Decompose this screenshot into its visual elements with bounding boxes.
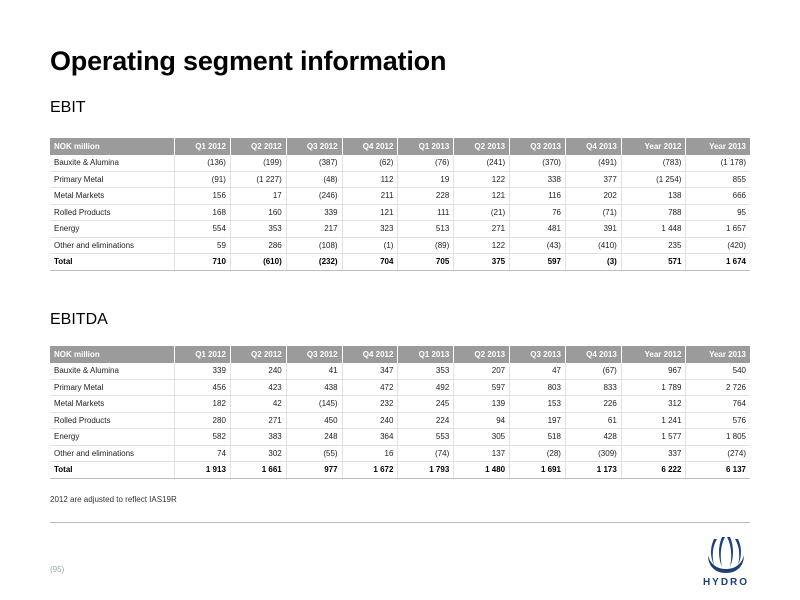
ebitda-cell-value: 302 (230, 445, 286, 462)
ebitda-cell-value: 153 (510, 396, 566, 413)
ebit-cell-value: (1 178) (686, 155, 750, 171)
ebitda-column-header: Q1 2013 (398, 346, 454, 363)
ebitda-cell-value: 383 (230, 429, 286, 446)
ebitda-cell-value: 94 (454, 412, 510, 429)
ebit-total-value: (3) (565, 254, 621, 271)
ebit-cell-value: 554 (175, 221, 231, 238)
ebit-cell-value: 202 (565, 188, 621, 205)
ebitda-cell-value: 61 (565, 412, 621, 429)
ebit-column-header: Q4 2013 (565, 138, 621, 155)
ebitda-cell-value: 553 (398, 429, 454, 446)
ebit-table-row (50, 155, 750, 171)
ebit-table-row (50, 204, 750, 221)
ebitda-cell-value: 450 (286, 412, 342, 429)
ebit-cell-value: 788 (621, 204, 686, 221)
ebitda-cell-value: 353 (398, 363, 454, 379)
ebit-column-header: Year 2012 (621, 138, 686, 155)
ebit-table-row (50, 171, 750, 188)
ebitda-cell-value: 240 (342, 412, 398, 429)
ebitda-total-value: 6 222 (621, 462, 686, 479)
ebitda-cell-value: 967 (621, 363, 686, 379)
ebitda-section-label: EBITDA (50, 311, 108, 328)
page-number: (95) (50, 565, 65, 574)
ebit-cell-value: 138 (621, 188, 686, 205)
ebitda-cell-value: (67) (565, 363, 621, 379)
ebitda-cell-value: 248 (286, 429, 342, 446)
ebitda-total-value: 1 691 (510, 462, 566, 479)
ebitda-total-row (50, 462, 750, 479)
ebit-cell-value: 513 (398, 221, 454, 238)
ebit-cell-value: (108) (286, 237, 342, 254)
ebit-cell-value: 666 (686, 188, 750, 205)
hydro-logo-text: HYDRO (702, 577, 750, 588)
ebit-cell-value: (21) (454, 204, 510, 221)
ebit-cell-value: (370) (510, 155, 566, 171)
ebitda-cell-value: 312 (621, 396, 686, 413)
ebit-cell-value: 95 (686, 204, 750, 221)
ebit-cell-value: 112 (342, 171, 398, 188)
ebit-column-header: Q2 2013 (454, 138, 510, 155)
ebit-column-header: Q1 2012 (175, 138, 231, 155)
ebitda-cell-value: 232 (342, 396, 398, 413)
ebitda-cell-value: 1 789 (621, 379, 686, 396)
ebitda-cell-value: 197 (510, 412, 566, 429)
ebitda-cell-value: 226 (565, 396, 621, 413)
ebitda-column-header: Year 2012 (621, 346, 686, 363)
ebitda-cell-value: 280 (175, 412, 231, 429)
ebit-cell-value: 122 (454, 171, 510, 188)
ebit-cell-value: 391 (565, 221, 621, 238)
ebit-table-row (50, 188, 750, 205)
ebit-column-header: NOK million (50, 138, 175, 155)
ebit-cell-value: 160 (230, 204, 286, 221)
ebit-cell-value: (48) (286, 171, 342, 188)
ebit-row-label: Rolled Products (50, 204, 175, 221)
ebitda-cell-value: 597 (454, 379, 510, 396)
ebit-row-label: Other and eliminations (50, 237, 175, 254)
ebitda-total-value: 6 137 (686, 462, 750, 479)
ebit-cell-value: (71) (565, 204, 621, 221)
ebitda-cell-value: 764 (686, 396, 750, 413)
ebit-cell-value: 168 (175, 204, 231, 221)
ebit-total-value: (232) (286, 254, 342, 271)
ebit-row-label: Primary Metal (50, 171, 175, 188)
ebit-row-label: Energy (50, 221, 175, 238)
ebit-total-label: Total (50, 254, 175, 271)
ebit-table (50, 138, 750, 271)
ebitda-cell-value: (309) (565, 445, 621, 462)
ebit-cell-value: (91) (175, 171, 231, 188)
ebit-cell-value: (491) (565, 155, 621, 171)
ebitda-cell-value: 337 (621, 445, 686, 462)
ebit-total-value: 710 (175, 254, 231, 271)
ebit-cell-value: 271 (454, 221, 510, 238)
ebit-cell-value: 481 (510, 221, 566, 238)
ebitda-cell-value: 364 (342, 429, 398, 446)
ebit-row-label: Metal Markets (50, 188, 175, 205)
ebit-table-row (50, 237, 750, 254)
ebitda-column-header: Q3 2013 (510, 346, 566, 363)
ebitda-cell-value: 2 726 (686, 379, 750, 396)
ebit-column-header: Q3 2013 (510, 138, 566, 155)
ebit-total-value: 705 (398, 254, 454, 271)
ebit-cell-value: (387) (286, 155, 342, 171)
ebitda-column-header: NOK million (50, 346, 175, 363)
ebit-cell-value: 121 (454, 188, 510, 205)
ebit-cell-value: (43) (510, 237, 566, 254)
page-title: Operating segment information (50, 46, 447, 76)
ebitda-row-label: Metal Markets (50, 396, 175, 413)
ebitda-cell-value: 582 (175, 429, 231, 446)
ebitda-total-value: 1 480 (454, 462, 510, 479)
ebit-cell-value: (89) (398, 237, 454, 254)
ebitda-cell-value: (55) (286, 445, 342, 462)
ebit-total-value: 1 674 (686, 254, 750, 271)
ebitda-cell-value: 207 (454, 363, 510, 379)
ebit-cell-value: 323 (342, 221, 398, 238)
ebit-total-value: 375 (454, 254, 510, 271)
ebit-cell-value: 1 448 (621, 221, 686, 238)
ebitda-total-value: 1 661 (230, 462, 286, 479)
ebit-total-value: 597 (510, 254, 566, 271)
ebit-cell-value: (1 254) (621, 171, 686, 188)
ebitda-cell-value: 423 (230, 379, 286, 396)
ebitda-column-header: Q4 2013 (565, 346, 621, 363)
ebit-cell-value: 286 (230, 237, 286, 254)
ebit-cell-value: 1 657 (686, 221, 750, 238)
ebitda-cell-value: 472 (342, 379, 398, 396)
ebit-column-header: Q1 2013 (398, 138, 454, 155)
ebit-cell-value: (76) (398, 155, 454, 171)
ebit-cell-value: 855 (686, 171, 750, 188)
ebitda-row-label: Primary Metal (50, 379, 175, 396)
ebitda-column-header: Year 2013 (686, 346, 750, 363)
ebit-total-row (50, 254, 750, 271)
ebitda-total-value: 1 672 (342, 462, 398, 479)
ebit-cell-value: (199) (230, 155, 286, 171)
ebit-cell-value: (136) (175, 155, 231, 171)
ebitda-cell-value: 16 (342, 445, 398, 462)
ebit-cell-value: 235 (621, 237, 686, 254)
ebit-cell-value: 116 (510, 188, 566, 205)
ebitda-cell-value: 428 (565, 429, 621, 446)
ebitda-table-row (50, 429, 750, 446)
ebit-total-value: 704 (342, 254, 398, 271)
ebit-cell-value: 217 (286, 221, 342, 238)
ebit-header-row (50, 138, 750, 155)
ebit-cell-value: (1) (342, 237, 398, 254)
ebitda-cell-value: (28) (510, 445, 566, 462)
ebitda-cell-value: 139 (454, 396, 510, 413)
ebitda-cell-value: 137 (454, 445, 510, 462)
ebit-cell-value: (420) (686, 237, 750, 254)
footer-divider (50, 522, 750, 523)
ebitda-cell-value: 224 (398, 412, 454, 429)
ebitda-cell-value: 305 (454, 429, 510, 446)
ebitda-total-value: 1 913 (175, 462, 231, 479)
ebitda-column-header: Q4 2012 (342, 346, 398, 363)
ebit-cell-value: 76 (510, 204, 566, 221)
ebit-cell-value: 211 (342, 188, 398, 205)
ebitda-table-row (50, 412, 750, 429)
ebitda-cell-value: 1 805 (686, 429, 750, 446)
ebit-table-row (50, 221, 750, 238)
ebitda-column-header: Q2 2013 (454, 346, 510, 363)
ebitda-cell-value: 245 (398, 396, 454, 413)
ebitda-total-label: Total (50, 462, 175, 479)
ebit-cell-value: 339 (286, 204, 342, 221)
ebitda-cell-value: (274) (686, 445, 750, 462)
ebit-cell-value: 121 (342, 204, 398, 221)
ebitda-cell-value: 1 241 (621, 412, 686, 429)
ebitda-table-row (50, 379, 750, 396)
ebit-cell-value: 59 (175, 237, 231, 254)
ebit-cell-value: (783) (621, 155, 686, 171)
ebit-column-header: Q3 2012 (286, 138, 342, 155)
ebit-cell-value: (410) (565, 237, 621, 254)
ebitda-table-row (50, 445, 750, 462)
ebitda-column-header: Q1 2012 (175, 346, 231, 363)
ebit-column-header: Q2 2012 (230, 138, 286, 155)
ebitda-cell-value: 240 (230, 363, 286, 379)
ebitda-cell-value: 42 (230, 396, 286, 413)
ebitda-row-label: Bauxite & Alumina (50, 363, 175, 379)
ebit-cell-value: 377 (565, 171, 621, 188)
ebitda-cell-value: 47 (510, 363, 566, 379)
ebitda-cell-value: 41 (286, 363, 342, 379)
ebit-cell-value: 228 (398, 188, 454, 205)
ebitda-row-label: Energy (50, 429, 175, 446)
ebit-cell-value: 353 (230, 221, 286, 238)
ebitda-row-label: Rolled Products (50, 412, 175, 429)
ebit-cell-value: 17 (230, 188, 286, 205)
ebitda-cell-value: 271 (230, 412, 286, 429)
ebit-cell-value: 122 (454, 237, 510, 254)
ebitda-column-header: Q2 2012 (230, 346, 286, 363)
ebit-cell-value: 338 (510, 171, 566, 188)
ebitda-header-row (50, 346, 750, 363)
ebitda-cell-value: 438 (286, 379, 342, 396)
ebitda-total-value: 1 173 (565, 462, 621, 479)
ebit-cell-value: 111 (398, 204, 454, 221)
ebit-cell-value: (62) (342, 155, 398, 171)
ebitda-cell-value: 540 (686, 363, 750, 379)
ebitda-cell-value: 518 (510, 429, 566, 446)
ebit-cell-value: (246) (286, 188, 342, 205)
ebitda-cell-value: 803 (510, 379, 566, 396)
ebitda-cell-value: 492 (398, 379, 454, 396)
ebitda-cell-value: 833 (565, 379, 621, 396)
ebit-cell-value: (241) (454, 155, 510, 171)
ebitda-cell-value: (145) (286, 396, 342, 413)
ebitda-row-label: Other and eliminations (50, 445, 175, 462)
ebit-row-label: Bauxite & Alumina (50, 155, 175, 171)
ebitda-cell-value: 347 (342, 363, 398, 379)
ebit-cell-value: 156 (175, 188, 231, 205)
ebitda-column-header: Q3 2012 (286, 346, 342, 363)
ebitda-table-row (50, 396, 750, 413)
ebit-section-label: EBIT (50, 99, 86, 116)
ebitda-cell-value: 339 (175, 363, 231, 379)
ebitda-cell-value: (74) (398, 445, 454, 462)
ebit-column-header: Year 2013 (686, 138, 750, 155)
footnote: 2012 are adjusted to reflect IAS19R (50, 495, 177, 504)
ebitda-total-value: 1 793 (398, 462, 454, 479)
ebit-total-value: 571 (621, 254, 686, 271)
ebitda-table (50, 346, 750, 479)
ebitda-cell-value: 1 577 (621, 429, 686, 446)
ebitda-cell-value: 182 (175, 396, 231, 413)
ebit-column-header: Q4 2012 (342, 138, 398, 155)
ebit-cell-value: (1 227) (230, 171, 286, 188)
ebitda-table-row (50, 363, 750, 379)
ebit-cell-value: 19 (398, 171, 454, 188)
ebit-total-value: (610) (230, 254, 286, 271)
ebitda-cell-value: 456 (175, 379, 231, 396)
ebitda-cell-value: 576 (686, 412, 750, 429)
ebitda-total-value: 977 (286, 462, 342, 479)
ebitda-cell-value: 74 (175, 445, 231, 462)
